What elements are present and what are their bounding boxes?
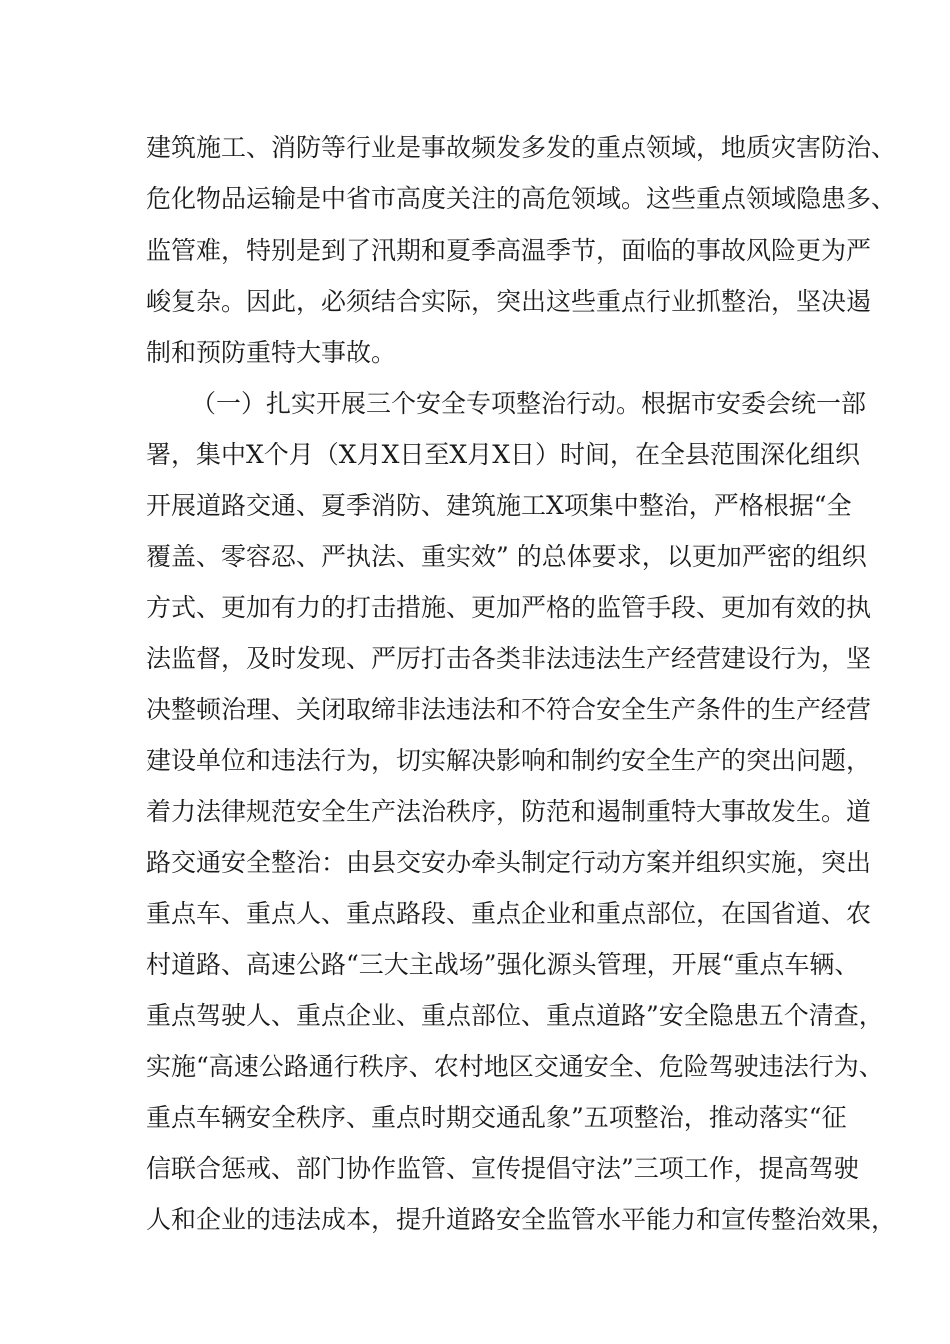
text-line: 村道路、高速公路“三大主战场”强化源头管理，开展“重点车辆、 <box>146 950 860 979</box>
text-line: 方式、更加有力的打击措施、更加严格的监管手段、更加有效的执 <box>146 593 872 622</box>
text-line: 信联合惩戒、部门协作监管、宣传提倡守法”三项工作，提高驾驶 <box>146 1154 859 1183</box>
text-line: 人和企业的违法成本，提升道路安全监管水平能力和宣传整治效果， <box>146 1205 897 1234</box>
text-line: 危化物品运输是中省市高度关注的高危领域。这些重点领域隐患多、 <box>146 184 897 213</box>
text-line: 法监督，及时发现、严厉打击各类非法违法生产经营建设行为，坚 <box>146 644 872 673</box>
text-line: 重点驾驶人、重点企业、重点部位、重点道路”安全隐患五个清查， <box>146 1001 884 1030</box>
paragraph-first-line: （一）扎实开展三个安全专项整治行动。根据市安委会统一部 <box>191 389 867 418</box>
text-line: 路交通安全整治：由县交安办牵头制定行动方案并组织实施，突出 <box>146 848 872 877</box>
text-line: 覆盖、零容忍、严执法、重实效” 的总体要求，以更加严密的组织 <box>146 542 867 571</box>
text-line: 建设单位和违法行为，切实解决影响和制约安全生产的突出问题， <box>146 746 872 775</box>
text-line: 着力法律规范安全生产法治秩序，防范和遏制重特大事故发生。道 <box>146 797 872 826</box>
text-line: 署，集中X个月（X月X日至X月X日）时间，在全县范围深化组织 <box>146 440 860 469</box>
text-line: 决整顿治理、关闭取缔非法违法和不符合安全生产条件的生产经营 <box>146 695 872 724</box>
text-line: 重点车辆安全秩序、重点时期交通乱象”五项整治，推动落实“征 <box>146 1103 847 1132</box>
text-line: 峻复杂。因此，必须结合实际，突出这些重点行业抓整治，坚决遏 <box>146 287 872 316</box>
text-line: 重点车、重点人、重点路段、重点企业和重点部位，在国省道、农 <box>146 899 872 928</box>
text-line: 实施“高速公路通行秩序、农村地区交通安全、危险驾驶违法行为、 <box>146 1052 884 1081</box>
text-line: 开展道路交通、夏季消防、建筑施工X项集中整治，严格根据“全 <box>146 491 852 520</box>
text-line: 建筑施工、消防等行业是事故频发多发的重点领域，地质灾害防治、 <box>146 133 897 162</box>
text-line: 制和预防重特大事故。 <box>146 338 397 367</box>
text-line: 监管难，特别是到了汛期和夏季高温季节，面临的事故风险更为严 <box>146 236 872 265</box>
